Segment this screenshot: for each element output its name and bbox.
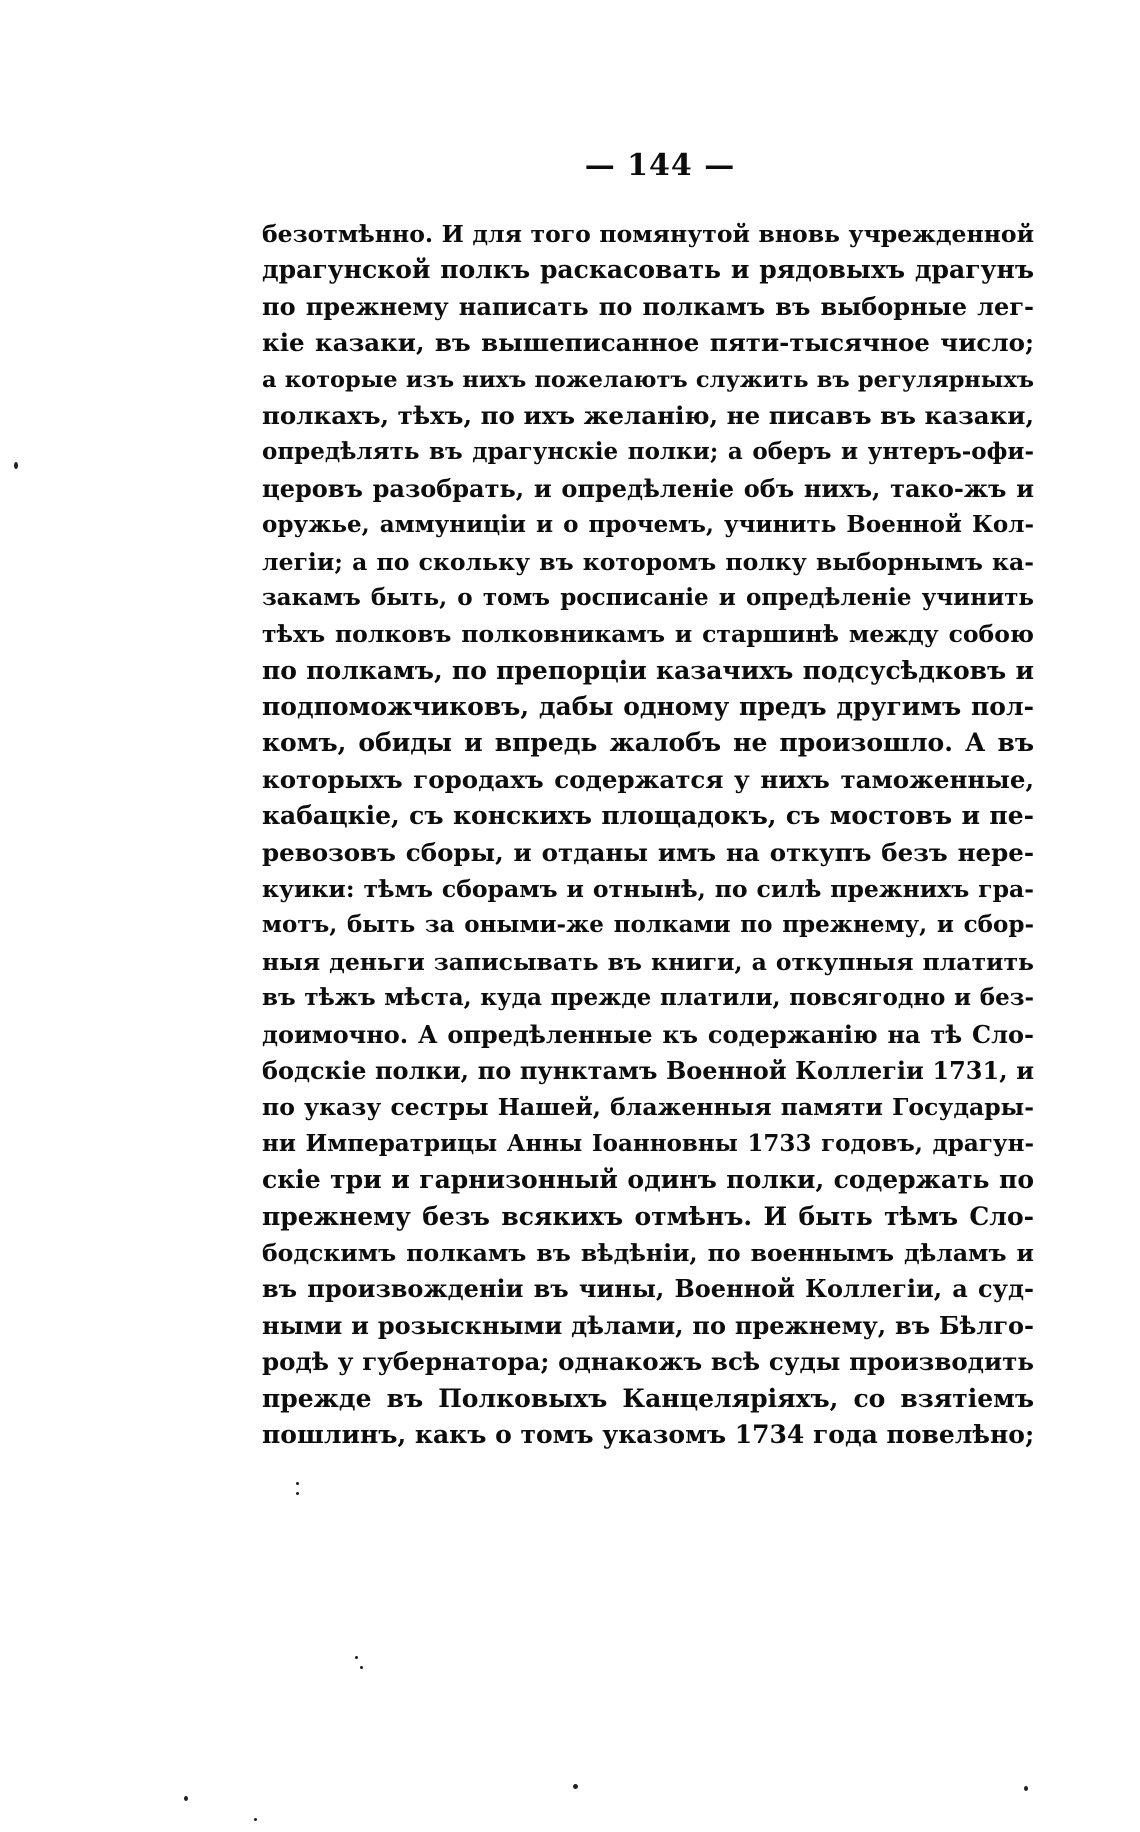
text-line: драгунской полкъ раскасовать и рядовыхъ драгунъ: [262, 255, 1034, 285]
scan-speck: [184, 1796, 188, 1801]
text-line: бодскіе полки, по пунктамъ Военной Коллегіи 1731, и: [262, 1055, 1034, 1085]
text-line: подпоможчиковъ, дабы одному предъ другимъ пол-: [262, 692, 1034, 722]
text-line: кіе казаки, въ вышеписанное пяти-тысячное число;: [262, 328, 1034, 358]
text-line: куики: тѣмъ сборамъ и отнынѣ, по силѣ прежнихъ гра-: [262, 875, 1034, 904]
text-line: по указу сестры Нашей, блаженныя памяти Государы-: [262, 1093, 1034, 1122]
text-line: мотъ, быть за оными-же полками по прежнему, и сбор-: [262, 911, 1034, 939]
text-line: скіе три и гарнизонный одинъ полки, содержать по: [262, 1165, 1034, 1195]
text-line: по полкамъ, по препорціи казачихъ подсусѣдковъ и: [262, 655, 1034, 685]
text-line: прежнему безъ всякихъ отмѣнъ. И быть тѣмъ Сло-: [262, 1201, 1034, 1231]
text-line: доимочно. А опредѣленные къ содержанію на тѣ Сло-: [262, 1019, 1034, 1049]
scan-speck: [355, 1656, 358, 1659]
text-line: ныя деньги записывать въ книги, а откупныя платить: [262, 947, 1034, 976]
text-line: кабацкіе, съ конскихъ площадокъ, съ мостовъ и пе-: [262, 801, 1034, 831]
text-line: по прежнему написать по полкамъ въ выборные лег-: [262, 291, 1034, 321]
scan-speck: [254, 1818, 257, 1821]
text-line: церовъ разобрать, и опредѣленіе объ нихъ, тако-жъ и: [262, 473, 1034, 503]
text-line: опредѣлять въ драгунскіе полки; а оберъ и унтеръ-офи-: [262, 438, 1034, 466]
text-line: ни Императрицы Анны Іоанновны 1733 годовъ, драгун-: [262, 1129, 1034, 1157]
text-line: родѣ у губернатора; однакожъ всѣ суды производить: [262, 1347, 1034, 1377]
text-line: легіи; а по скольку въ которомъ полку выборнымъ ка-: [262, 547, 1034, 576]
scan-speck: [573, 1784, 578, 1789]
text-line: ревозовъ сборы, и отданы имъ на откупъ безъ нере-: [262, 837, 1034, 867]
text-line: прежде въ Полковыхъ Канцеляріяхъ, со взятіемъ: [262, 1383, 1034, 1413]
text-line: оружье, аммуниціи и о прочемъ, учинить Военной Кол-: [262, 511, 1034, 539]
text-line: ными и розыскными дѣлами, по прежнему, въ Бѣлго-: [262, 1310, 1034, 1340]
text-line: въ произвожденіи въ чины, Военной Коллегіи, а суд-: [262, 1274, 1034, 1304]
scan-speck: [296, 1482, 299, 1485]
text-line: тѣхъ полковъ полковникамъ и старшинѣ между собою: [262, 620, 1034, 649]
text-line: полкахъ, тѣхъ, по ихъ желанію, не писавъ въ казаки,: [262, 400, 1034, 430]
text-line: которыхъ городахъ содержатся у нихъ таможенные,: [262, 764, 1034, 794]
scan-speck: [14, 462, 18, 469]
body-text: [262, 216, 1034, 1453]
text-line: бодскимъ полкамъ въ вѣдѣніи, по военнымъ дѣламъ и: [262, 1238, 1034, 1267]
text-line: пошлинъ, какъ о томъ указомъ 1734 года повелѣно;: [262, 1419, 1034, 1449]
text-line: безотмѣнно. И для того помянутой вновь учрежденной: [262, 220, 1034, 248]
text-line: а которые изъ нихъ пожелаютъ служить въ регулярныхъ: [262, 366, 1034, 393]
text-line: комъ, обиды и впредь жалобъ не произошло. А въ: [262, 728, 1034, 758]
text-line: закамъ быть, о томъ росписаніе и опредѣленіе учинить: [262, 583, 1034, 611]
scan-speck: [296, 1492, 299, 1495]
scan-speck: [1024, 1786, 1028, 1791]
page-number: — 144 —: [584, 148, 736, 183]
text-line: въ тѣжъ мѣста, куда прежде платили, повсягодно и без-: [262, 984, 1034, 1012]
scan-speck: [360, 1666, 363, 1669]
